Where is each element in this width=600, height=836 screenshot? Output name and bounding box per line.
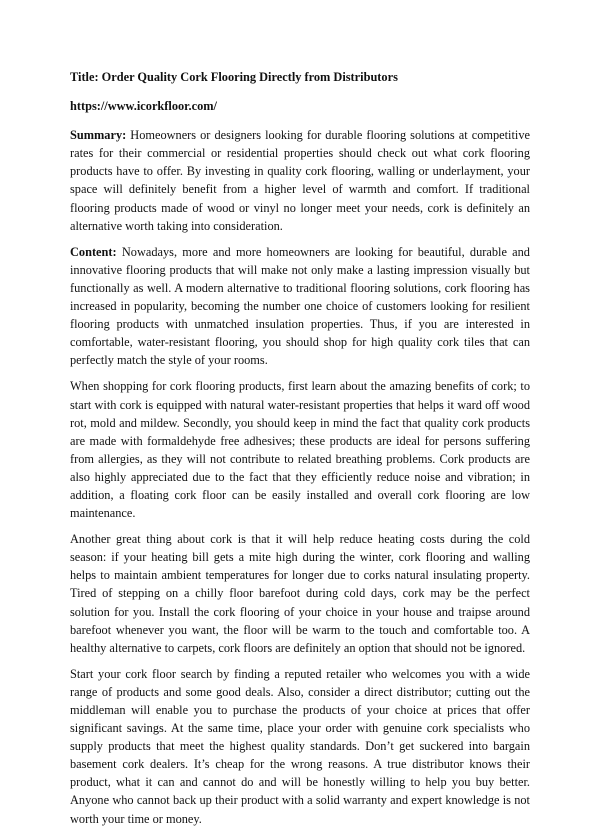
content-paragraph xyxy=(70,243,530,370)
summary-label: Summary: xyxy=(70,128,127,143)
body-paragraph-2: When shopping for cork flooring products, first learn about the amazing benefits of cork; to start with cork is equipped with natural water-resistant properties that helps it ward off wood rot, mold and mildew. Secondly, you should keep in mind the fact that quality cork products are made with formaldehyde free adhesives; these products are ideal for persons suffering from allergies, as they will not contribute to related breathing problems. Cork products are also highly appreciated due to the fact that they efficiently reduce noise and vibration; in addition, a floating cork floor can be easily installed and overall cork flooring are low maintenance. xyxy=(70,379,530,521)
content-label: Content: xyxy=(70,244,117,259)
body-paragraph-4: Start your cork floor search by finding a reputed retailer who welcomes you with a wide range of products and some good deals. Also, consider a direct distributor; cutting out the middleman will enable you to purchase the products of your choice at prices that offer significant savings. At the same time, place your order with genuine cork specialists who supply products that meet the highest quality standards. Don’t get suckered into bargain basement cork dealers. It’s cheap for the wrong reasons. A true distributor knows their product, what it can and cannot do and will be honestly willing to help you buy better. Anyone who cannot back up their product with a solid warranty and expert knowledge is not worth your time or money. xyxy=(70,666,530,826)
body-paragraph-3: Another great thing about cork is that it will help reduce heating costs during the cold season: if your heating bill gets a mite high during the winter, cork flooring and walling helps to maintain ambient temperatures for longer due to corks natural insulating property. Tired of stepping on a chilly floor barefoot during cold days, cork may be the perfect solution for you. Install the cork flooring of your choice in your house and traipse around barefoot whenever you want, the floor will be warm to the touch and comfortable too. A healthy alternative to carpets, cork floors are definitely an option that should not be ignored. xyxy=(70,532,530,655)
document-body xyxy=(70,68,530,836)
summary-text: Homeowners or designers looking for durable flooring solutions at competitive rates for their commercial or residential properties should check out what cork flooring products have to offer. By investing in quality cork flooring, walling or underlayment, your space will definitely benefit from a higher level of warmth and comfort. If traditional flooring products made of wood or vinyl no longer meet your needs, cork is definitely an alternative worth taking into consideration. xyxy=(70,128,530,233)
document-url: https://www.icorkfloor.com/ xyxy=(70,99,217,114)
document-title: Title: Order Quality Cork Flooring Directly from Distributors xyxy=(70,70,398,84)
summary-paragraph xyxy=(70,126,530,235)
content-text: Nowadays, more and more homeowners are looking for beautiful, durable and innovative flooring products that will make not only make a lasting impression visually but functionally as well. A modern alternative to traditional flooring solutions, cork flooring has increased in popularity, becoming the number one choice of customers looking for resilient flooring products with unmatched insulation properties. Thus, if you are interested in comfortable, water-resistant flooring, you should shop for high quality cork tiles that can perfectly match the style of your rooms. xyxy=(70,244,530,368)
